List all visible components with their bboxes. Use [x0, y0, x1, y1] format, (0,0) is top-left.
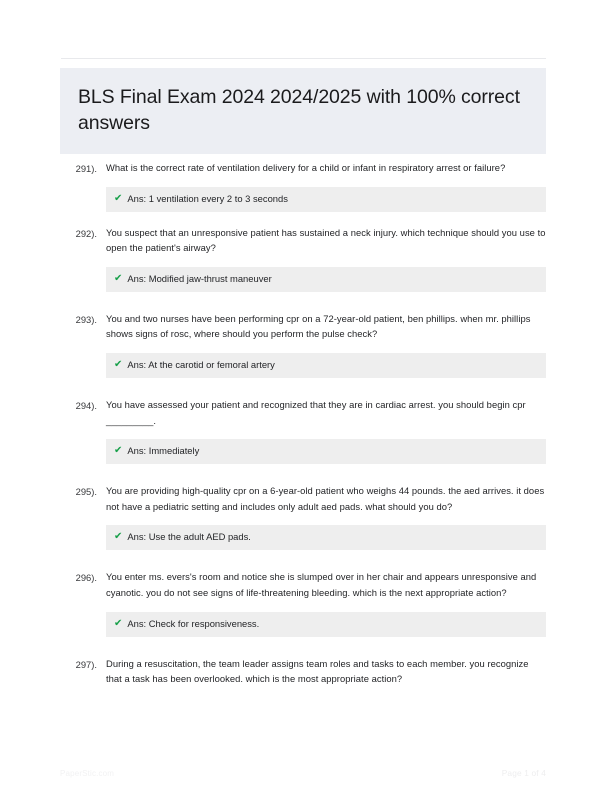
- answer-bar: [106, 439, 546, 464]
- question-text: You and two nurses have been performing cpr on a 72-year-old patient, ben phillips. when mr. phillips shows signs of rosc, where should you perform the pulse check?: [106, 312, 531, 340]
- answer-text: Ans: At the carotid or femoral artery: [127, 358, 275, 370]
- answer-text: Ans: Check for responsiveness.: [127, 617, 260, 629]
- answer-text: Ans: Modified jaw-thrust maneuver: [127, 272, 272, 284]
- header-divider: [61, 58, 546, 59]
- answer-bar: [106, 267, 546, 292]
- question-body: [106, 483, 546, 550]
- check-icon: ✔: [114, 531, 123, 543]
- question-number: 293).: [75, 313, 97, 325]
- question-item: [0, 160, 606, 212]
- check-icon: ✔: [114, 445, 123, 457]
- question-body: [106, 311, 546, 378]
- answer-text: Ans: 1 ventilation every 2 to 3 seconds: [127, 192, 288, 204]
- question-item: [0, 483, 606, 550]
- answer-bar: [106, 612, 546, 637]
- answer-text: Ans: Immediately: [127, 445, 200, 457]
- question-number: 291).: [75, 163, 97, 174]
- question-item: [0, 569, 606, 636]
- question-body: [106, 397, 546, 464]
- question-text: You enter ms. evers's room and notice she is slumped over in her chair and appears unresponsive and cyanotic. you do not see signs of life-threatening bleeding. which is the next appropriate action?: [106, 571, 537, 598]
- check-icon: ✔: [114, 358, 123, 370]
- answer-text: Ans: Use the adult AED pads.: [127, 531, 251, 543]
- question-body: [106, 656, 546, 687]
- question-item: [0, 656, 606, 687]
- question-body: [106, 569, 546, 636]
- question-number: 294).: [75, 399, 97, 411]
- footer-brand: PaperStic.com: [60, 768, 115, 778]
- page-footer: [0, 768, 606, 778]
- question-item: [0, 311, 606, 378]
- check-icon: ✔: [114, 617, 123, 629]
- question-body: [106, 225, 546, 292]
- check-icon: ✔: [114, 192, 123, 204]
- check-icon: ✔: [114, 272, 123, 284]
- question-text: You are providing high-quality cpr on a 6-year-old patient who weighs 44 pounds. the aed arrives. it does not have a pediatric setting and includes only adult aed pads. what should you do?: [106, 485, 545, 512]
- questions-list: [0, 160, 606, 706]
- question-number: 297).: [75, 658, 97, 670]
- question-number: 295).: [75, 486, 97, 498]
- question-item: [0, 397, 606, 464]
- answer-bar: [106, 187, 546, 212]
- question-text: What is the correct rate of ventilation delivery for a child or infant in respiratory arrest or failure?: [106, 162, 506, 173]
- answer-bar: [106, 525, 546, 550]
- page-title: BLS Final Exam 2024 2024/2025 with 100% correct answers: [78, 86, 520, 134]
- question-number: 292).: [75, 227, 97, 239]
- question-number: 296).: [75, 572, 97, 584]
- question-text: You have assessed your patient and recognized that they are in cardiac arrest. you should begin cpr _________.: [106, 398, 526, 426]
- document-title-block: [60, 68, 546, 154]
- question-item: [0, 225, 606, 292]
- footer-page-number: Page 1 of 4: [501, 768, 546, 778]
- question-body: [106, 160, 546, 212]
- question-text: During a resuscitation, the team leader assigns team roles and tasks to each member. you recognize that a task has been overlooked. which is the most appropriate action?: [106, 657, 529, 685]
- answer-bar: [106, 353, 546, 378]
- question-text: You suspect that an unresponsive patient has sustained a neck injury. which technique should you use to open the patient's airway?: [106, 226, 546, 254]
